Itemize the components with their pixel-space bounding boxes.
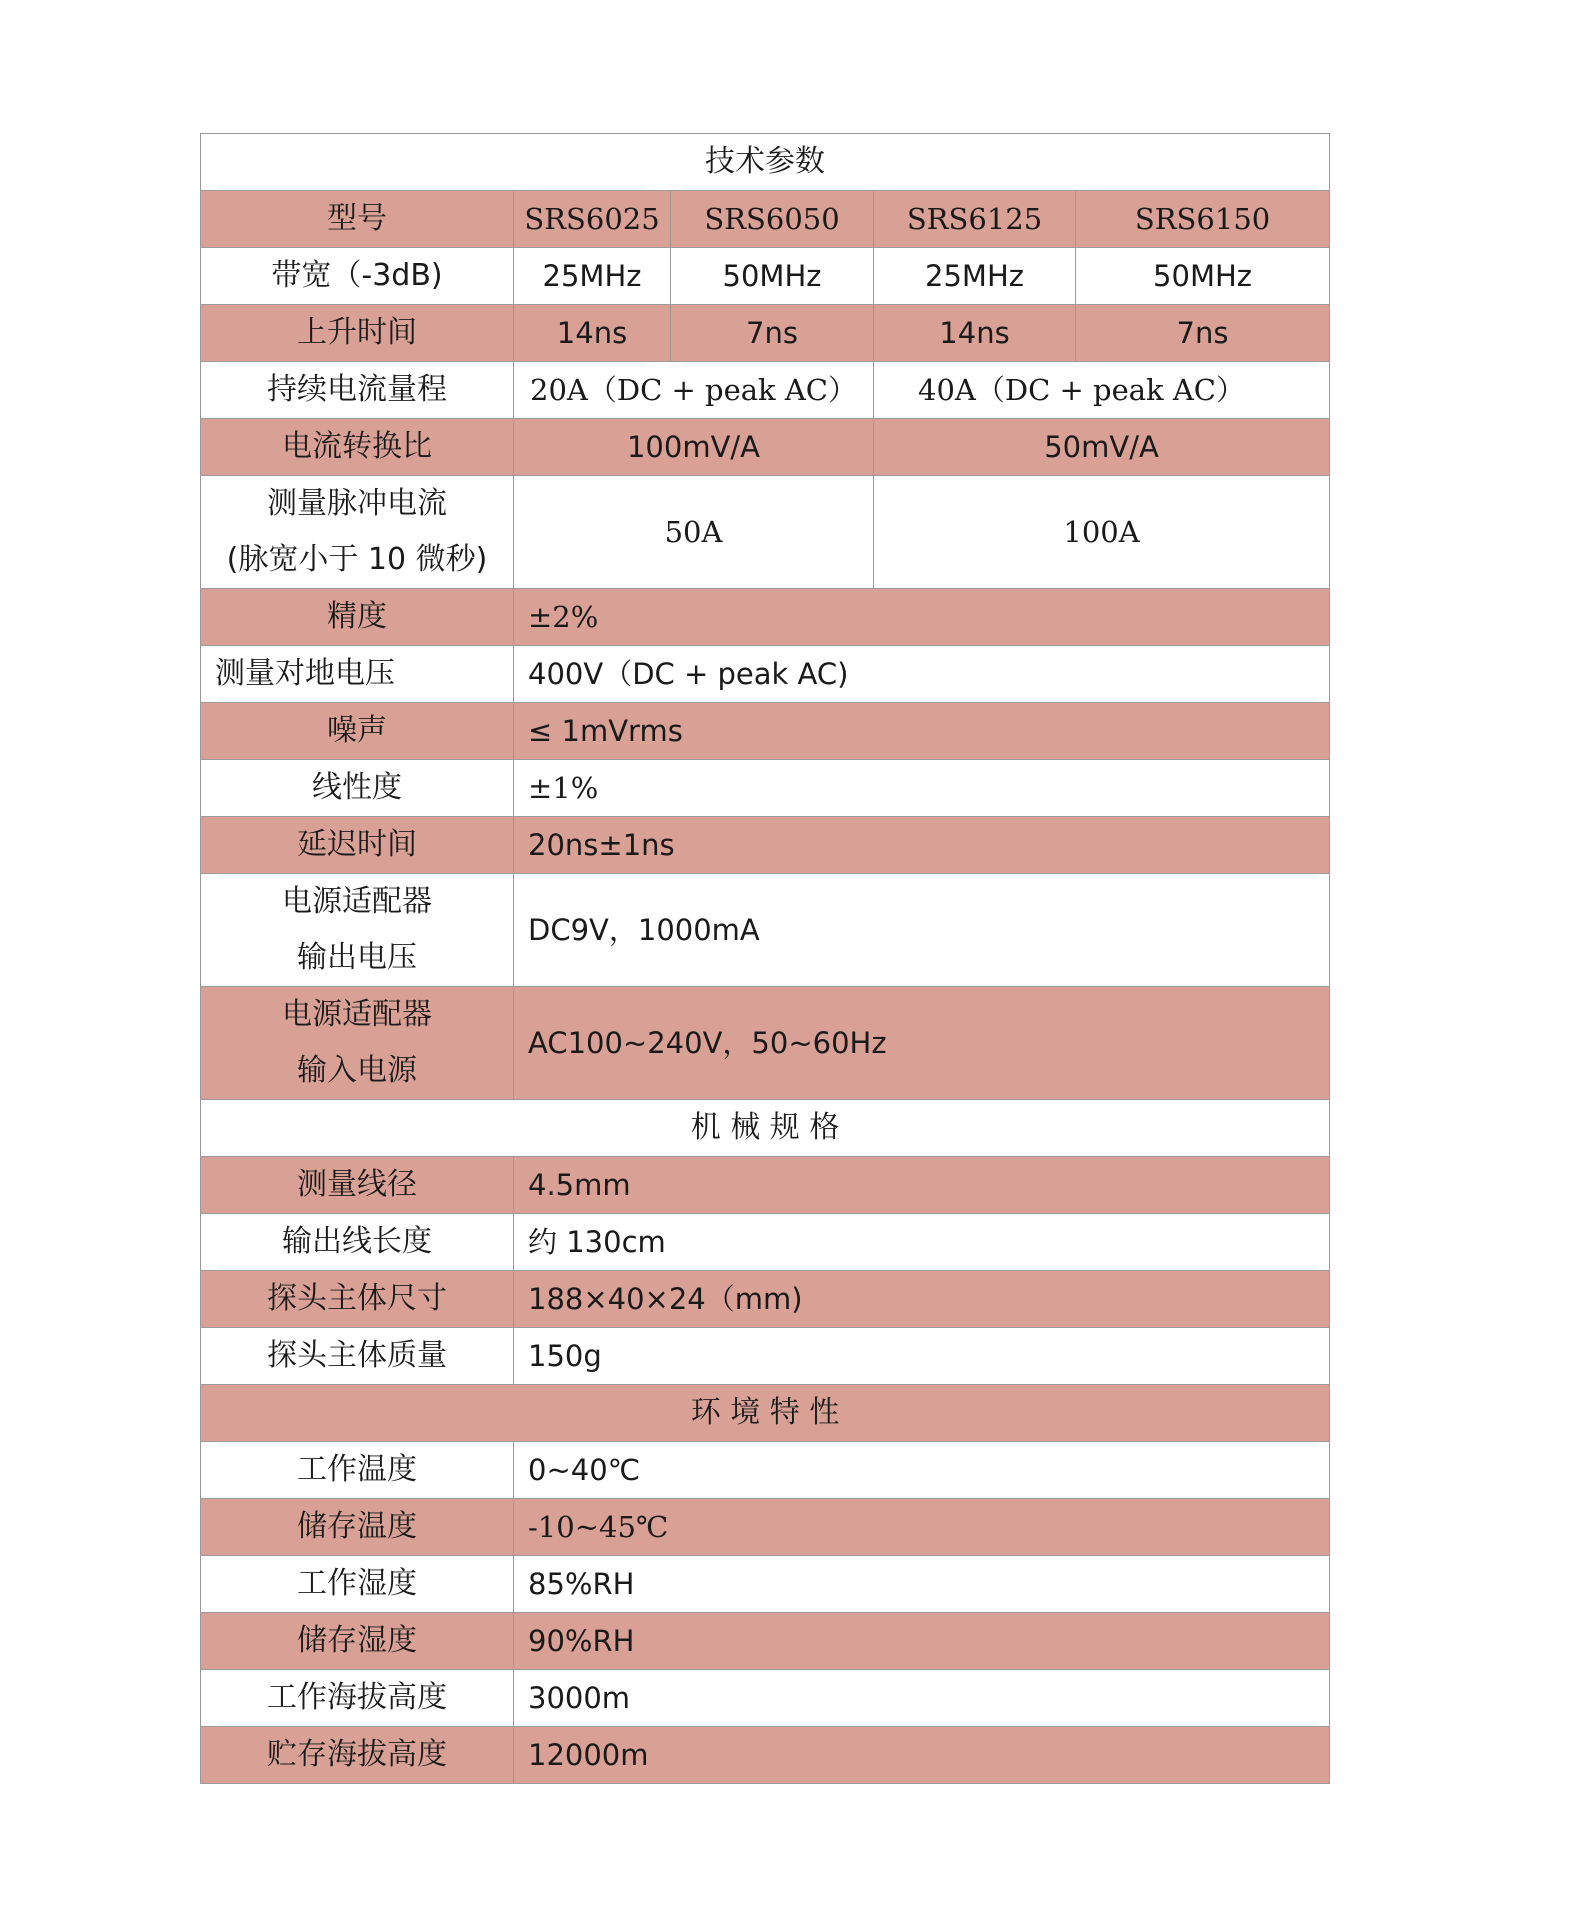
mechanical-section-row (201, 1100, 1330, 1157)
ground-voltage-value: 400V（DC + peak AC) (514, 646, 1330, 703)
linearity-label: 线性度 (201, 760, 514, 817)
model-label: 型号 (201, 191, 514, 248)
model-name: SRS6050 (671, 191, 874, 248)
pulse-current-label-line2: (脉宽小于 10 微秒) (226, 542, 488, 577)
table-row (201, 1214, 1330, 1271)
spec-label: 贮存海拔高度 (201, 1727, 514, 1784)
spec-value: 150g (514, 1328, 1330, 1385)
bandwidth-value: 50MHz (1076, 248, 1330, 305)
spec-value: 85%RH (514, 1556, 1330, 1613)
pulse-current-label (201, 476, 514, 589)
spec-value: 3000m (514, 1670, 1330, 1727)
adapter-input-label-line1: 电源适配器 (282, 997, 432, 1032)
rise-time-value: 7ns (1076, 305, 1330, 362)
table-row (201, 1328, 1330, 1385)
spec-value: 90%RH (514, 1613, 1330, 1670)
rise-time-label: 上升时间 (201, 305, 514, 362)
spec-label: 输出线长度 (201, 1214, 514, 1271)
environment-section-row (201, 1385, 1330, 1442)
adapter-output-value: DC9V，1000mA (514, 874, 1330, 987)
table-row (201, 1157, 1330, 1214)
spec-label: 探头主体尺寸 (201, 1271, 514, 1328)
continuous-range-value: 40A（DC + peak AC） (874, 362, 1330, 419)
spec-value: 4.5mm (514, 1157, 1330, 1214)
adapter-output-row (201, 874, 1330, 987)
adapter-input-value: AC100~240V，50~60Hz (514, 987, 1330, 1100)
model-name: SRS6150 (1076, 191, 1330, 248)
pulse-current-label-line1: 测量脉冲电流 (267, 486, 447, 521)
table-row (201, 1442, 1330, 1499)
bandwidth-value: 25MHz (874, 248, 1076, 305)
spec-label: 测量线径 (201, 1157, 514, 1214)
conversion-ratio-row (201, 419, 1330, 476)
spec-value: 0~40℃ (514, 1442, 1330, 1499)
spec-label: 储存温度 (201, 1499, 514, 1556)
ground-voltage-label: 测量对地电压 (201, 646, 514, 703)
spec-table (200, 133, 1330, 1784)
accuracy-label: 精度 (201, 589, 514, 646)
spec-sheet (200, 133, 1329, 1784)
spec-value: -10~45℃ (514, 1499, 1330, 1556)
spec-label: 储存湿度 (201, 1613, 514, 1670)
rise-time-row (201, 305, 1330, 362)
adapter-output-label-line2: 输出电压 (297, 940, 417, 975)
table-row (201, 1727, 1330, 1784)
conversion-ratio-value: 100mV/A (514, 419, 874, 476)
spec-label: 工作温度 (201, 1442, 514, 1499)
accuracy-value: ±2% (514, 589, 1330, 646)
spec-value: 约 130cm (514, 1214, 1330, 1271)
spec-label: 探头主体质量 (201, 1328, 514, 1385)
rise-time-value: 7ns (671, 305, 874, 362)
bandwidth-value: 25MHz (514, 248, 671, 305)
adapter-input-label-line2: 输入电源 (297, 1053, 417, 1088)
model-row (201, 191, 1330, 248)
bandwidth-label: 带宽（-3dB) (201, 248, 514, 305)
bandwidth-row (201, 248, 1330, 305)
title-row (201, 134, 1330, 191)
pulse-current-value: 100A (874, 476, 1330, 589)
continuous-range-value: 20A（DC + peak AC） (514, 362, 874, 419)
model-name: SRS6025 (514, 191, 671, 248)
delay-label: 延迟时间 (201, 817, 514, 874)
table-row (201, 1613, 1330, 1670)
pulse-current-value: 50A (514, 476, 874, 589)
noise-row (201, 703, 1330, 760)
linearity-row (201, 760, 1330, 817)
table-row (201, 1670, 1330, 1727)
table-row (201, 1499, 1330, 1556)
linearity-value: ±1% (514, 760, 1330, 817)
mechanical-section-title: 机 械 规 格 (201, 1100, 1330, 1157)
delay-row (201, 817, 1330, 874)
ground-voltage-row (201, 646, 1330, 703)
delay-value: 20ns±1ns (514, 817, 1330, 874)
table-row (201, 1556, 1330, 1613)
bandwidth-value: 50MHz (671, 248, 874, 305)
rise-time-value: 14ns (874, 305, 1076, 362)
continuous-range-label: 持续电流量程 (201, 362, 514, 419)
noise-value: ≤ 1mVrms (514, 703, 1330, 760)
conversion-ratio-label: 电流转换比 (201, 419, 514, 476)
adapter-output-label-line1: 电源适配器 (282, 884, 432, 919)
rise-time-value: 14ns (514, 305, 671, 362)
table-row (201, 1271, 1330, 1328)
continuous-range-row (201, 362, 1330, 419)
adapter-input-row (201, 987, 1330, 1100)
adapter-input-label (201, 987, 514, 1100)
environment-section-title: 环 境 特 性 (201, 1385, 1330, 1442)
pulse-current-row (201, 476, 1330, 589)
conversion-ratio-value: 50mV/A (874, 419, 1330, 476)
table-title: 技术参数 (201, 134, 1330, 191)
spec-label: 工作湿度 (201, 1556, 514, 1613)
model-name: SRS6125 (874, 191, 1076, 248)
spec-value: 12000m (514, 1727, 1330, 1784)
spec-value: 188×40×24（mm) (514, 1271, 1330, 1328)
adapter-output-label (201, 874, 514, 987)
noise-label: 噪声 (201, 703, 514, 760)
accuracy-row (201, 589, 1330, 646)
spec-label: 工作海拔高度 (201, 1670, 514, 1727)
